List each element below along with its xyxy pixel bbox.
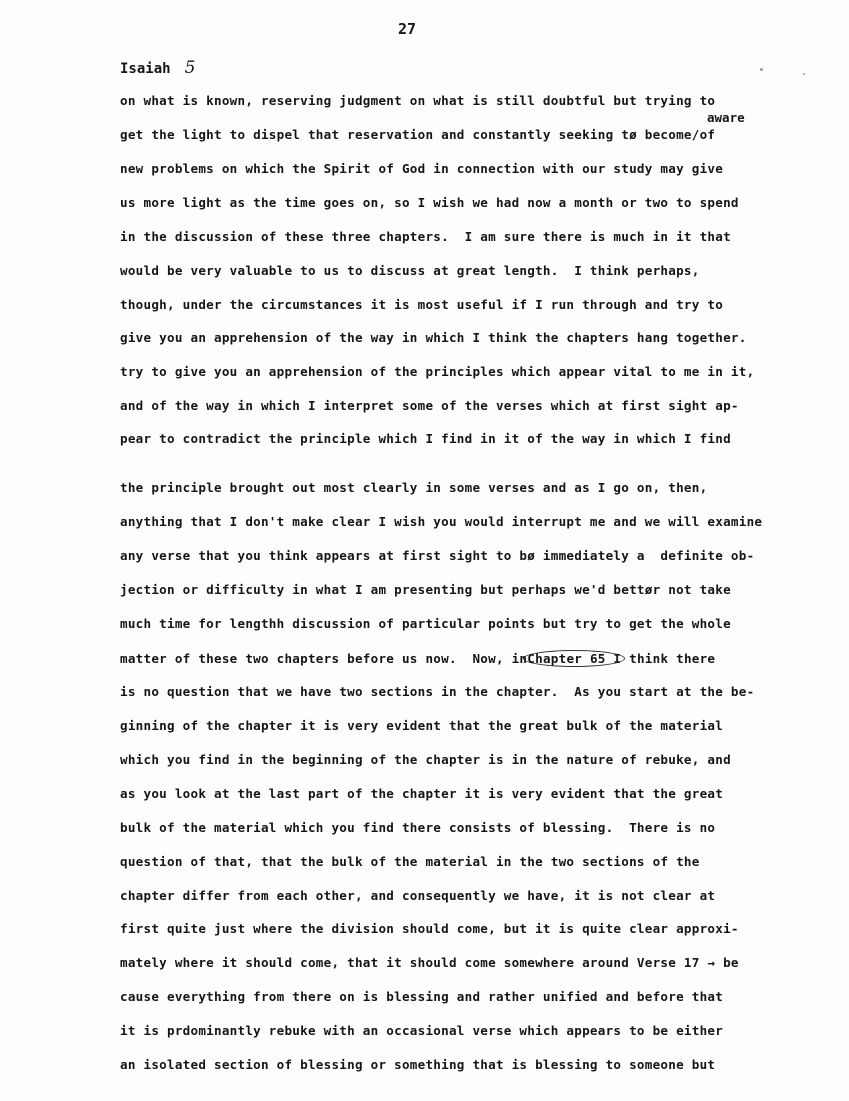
- typed-insertion-aware: aware: [707, 110, 745, 125]
- text-line: any verse that you think appears at first sight to bø immediately a definite ob-: [120, 548, 755, 563]
- text-line: though, under the circumstances it is most useful if I run through and try to: [120, 297, 724, 312]
- text-line: is no question that we have two sections in the chapter. As you start at the be-: [120, 684, 755, 699]
- text-line: much time for lengthh discussion of particular points but try to get the whole: [120, 616, 731, 631]
- text-line: question of that, that the bulk of the material in the two sections of the: [120, 854, 700, 869]
- book-title: Isaiah: [120, 61, 171, 77]
- text-line: chapter differ from each other, and consequently we have, it is not clear at: [120, 888, 716, 903]
- text-line: first quite just where the division should come, but it is quite clear approxi-: [120, 921, 739, 936]
- text-line: it is prdominantly rebuke with an occasional verse which appears to be either: [120, 1023, 724, 1038]
- text-line: on what is known, reserving judgment on what is still doubtful but trying to: [120, 93, 716, 108]
- text-line: which you find in the beginning of the chapter is in the nature of rebuke, and: [120, 752, 731, 767]
- text-line: pear to contradict the principle which I find in it of the way in which I find: [120, 431, 731, 446]
- text-line: the principle brought out most clearly in some verses and as I go on, then,: [120, 480, 708, 495]
- text-line: as you look at the last part of the chapter it is very evident that the great: [120, 786, 724, 801]
- text-line-start: matter of these two chapters before us now. Now, in: [120, 651, 528, 666]
- text-line: ginning of the chapter it is very evident that the great bulk of the material: [120, 718, 724, 733]
- paper-speck: [803, 73, 805, 75]
- text-line: jection or difficulty in what I am presenting but perhaps we'd bettør not take: [120, 582, 731, 597]
- text-line: new problems on which the Spirit of God in connection with our study may give: [120, 161, 724, 176]
- text-line: try to give you an apprehension of the principles which appear vital to me in it,: [120, 364, 755, 379]
- text-line: in the discussion of these three chapters. I am sure there is much in it that: [120, 229, 731, 244]
- text-line: an isolated section of blessing or something that is blessing to someone but: [120, 1057, 716, 1072]
- text-line: mately where it should come, that it should come somewhere around Verse 17 → be: [120, 955, 739, 970]
- text-line: us more light as the time goes on, so I wish we had now a month or two to spend: [120, 195, 739, 210]
- handwritten-chapter-number: 5: [184, 58, 196, 78]
- page-header: [120, 58, 195, 78]
- text-line: anything that I don't make clear I wish you would interrupt me and we will examine: [120, 514, 763, 529]
- text-line: and of the way in which I interpret some of the verses which at first sight ap-: [120, 398, 739, 413]
- circled-chapter-reference: Chapter 65 I: [523, 650, 625, 667]
- page-number: 27: [398, 20, 417, 38]
- text-line-end: think there: [621, 651, 716, 666]
- text-line: cause everything from there on is blessing and rather unified and before that: [120, 989, 724, 1004]
- text-line: get the light to dispel that reservation and constantly seeking tø become/of: [120, 127, 716, 142]
- text-line: would be very valuable to us to discuss at great length. I think perhaps,: [120, 263, 700, 278]
- text-line: bulk of the material which you find there consists of blessing. There is no: [120, 820, 716, 835]
- text-line: [120, 650, 715, 667]
- paper-speck: [760, 68, 763, 71]
- text-line: give you an apprehension of the way in which I think the chapters hang together.: [120, 330, 747, 345]
